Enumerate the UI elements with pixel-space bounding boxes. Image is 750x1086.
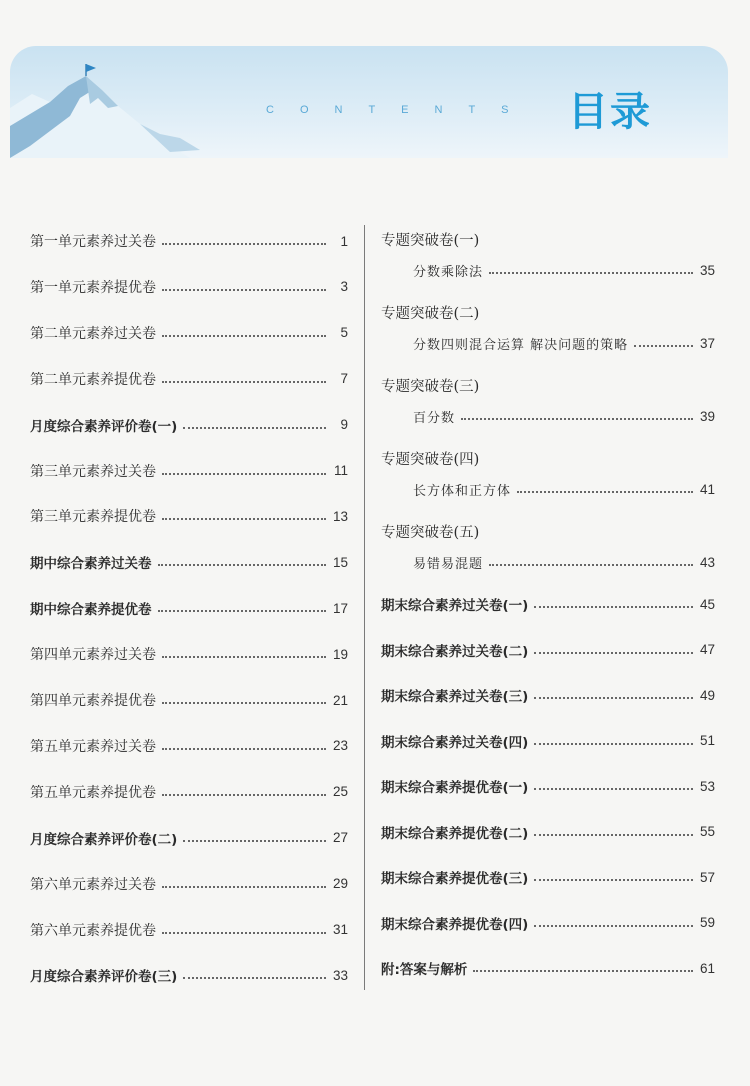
toc-entry[interactable]	[30, 276, 348, 298]
toc-entry-page: 39	[699, 408, 715, 424]
special-group-title: 专题突破卷(二)	[381, 306, 480, 322]
toc-entry-label: 第一单元素养提优卷	[30, 279, 156, 296]
toc-entry[interactable]	[30, 460, 348, 482]
toc-entry[interactable]	[30, 735, 348, 757]
toc-entry[interactable]	[381, 593, 715, 615]
toc-entry-label: 第二单元素养过关卷	[30, 325, 156, 342]
leader-dots	[489, 564, 693, 566]
toc-entry[interactable]	[381, 639, 715, 661]
toc-entry[interactable]	[381, 684, 715, 706]
leader-dots	[534, 743, 693, 745]
toc-entry-page: 45	[699, 596, 715, 612]
toc-entry-page: 19	[332, 646, 348, 662]
leader-dots	[162, 656, 326, 658]
toc-entry-page: 41	[699, 481, 715, 497]
leader-dots	[162, 748, 326, 750]
toc-entry[interactable]	[413, 332, 715, 354]
toc-entry[interactable]	[30, 597, 348, 619]
special-group-title: 专题突破卷(一)	[381, 233, 480, 249]
toc-entry-label: 期末综合素养过关卷(四)	[381, 734, 529, 751]
toc-entry-page: 49	[699, 687, 715, 703]
toc-entry[interactable]	[30, 414, 348, 436]
toc-entry-page: 3	[340, 279, 348, 295]
toc-entry[interactable]	[30, 643, 348, 665]
toc-entry[interactable]	[30, 230, 348, 252]
leader-dots	[461, 418, 693, 420]
toc-entry[interactable]	[30, 781, 348, 803]
toc-entry-page: 61	[699, 960, 715, 976]
toc-entry[interactable]	[30, 368, 348, 390]
leader-dots	[162, 702, 326, 704]
toc-entry[interactable]	[30, 322, 348, 344]
toc-entry[interactable]	[30, 827, 348, 849]
leader-dots	[534, 788, 693, 790]
toc-entry[interactable]	[381, 957, 715, 979]
toc-entry[interactable]	[30, 873, 348, 895]
toc-entry-label: 百分数	[413, 410, 456, 426]
leader-dots	[183, 427, 326, 429]
toc-entry-label: 期末综合素养过关卷(三)	[381, 689, 529, 705]
leader-dots	[162, 243, 326, 245]
special-group-title: 专题突破卷(三)	[381, 379, 480, 395]
toc-entry-label: 期中综合素养提优卷	[30, 602, 152, 619]
toc-entry[interactable]	[381, 775, 715, 797]
toc-entry[interactable]	[381, 821, 715, 843]
toc-entry-page: 27	[332, 830, 348, 846]
toc-entry[interactable]	[381, 866, 715, 888]
special-group-title: 专题突破卷(五)	[381, 525, 480, 541]
leader-dots	[534, 652, 693, 654]
leader-dots	[534, 606, 693, 608]
toc-entry-label: 期末综合素养提优卷(二)	[381, 825, 529, 842]
toc-entry[interactable]	[413, 551, 715, 573]
leader-dots	[162, 473, 326, 475]
leader-dots	[162, 289, 326, 291]
special-group-title: 专题突破卷(四)	[381, 452, 480, 468]
leader-dots	[534, 925, 693, 927]
leader-dots	[183, 840, 326, 842]
toc-entry-page: 15	[332, 554, 348, 570]
toc-entry-page: 11	[333, 463, 348, 478]
toc-entry-page: 43	[699, 554, 715, 570]
toc-entry-label: 分数乘除法	[413, 264, 484, 280]
toc-entry[interactable]	[30, 689, 348, 711]
toc-entry-label: 第四单元素养提优卷	[30, 693, 156, 709]
mountain-icon	[10, 46, 250, 158]
toc-entry[interactable]	[413, 259, 715, 281]
toc-entry-page: 47	[699, 642, 715, 657]
toc-entry-label: 期末综合素养提优卷(一)	[381, 780, 529, 796]
leader-dots	[162, 335, 326, 337]
toc-entry[interactable]	[413, 478, 715, 500]
toc-entry-page: 9	[340, 417, 348, 433]
leader-dots	[158, 564, 327, 566]
leader-dots	[534, 834, 693, 836]
toc-entry-label: 第六单元素养过关卷	[30, 876, 156, 893]
toc-entry-page: 55	[699, 824, 715, 839]
toc-entry-page: 37	[699, 335, 715, 351]
toc-entry[interactable]	[30, 551, 348, 573]
leader-dots	[158, 610, 327, 612]
toc-entry-label: 期末综合素养提优卷(四)	[381, 916, 529, 933]
toc-entry-page: 17	[332, 600, 348, 616]
toc-entry-page: 33	[332, 967, 348, 983]
toc-entry-label: 月度综合素养评价卷(二)	[30, 831, 178, 848]
leader-dots	[162, 381, 326, 383]
toc-entry-page: 31	[332, 922, 348, 937]
leader-dots	[162, 886, 326, 888]
toc-entry-label: 易错易混题	[413, 556, 484, 572]
toc-entry-page: 57	[699, 869, 715, 885]
toc-entry-page: 53	[699, 778, 715, 794]
toc-entry-page: 5	[340, 325, 348, 341]
toc-entry[interactable]	[30, 919, 348, 941]
toc-entry-label: 月度综合素养评价卷(三)	[30, 969, 178, 986]
toc-entry-label: 第四单元素养过关卷	[30, 647, 156, 664]
toc-entry-page: 59	[699, 915, 715, 930]
toc-entry-label: 期末综合素养过关卷(一)	[381, 598, 529, 614]
toc-entry-page: 1	[340, 233, 348, 249]
toc-entry-label: 期末综合素养提优卷(三)	[381, 871, 529, 887]
toc-entry-label: 月度综合素养评价卷(一)	[30, 418, 178, 435]
toc-entry-page: 13	[332, 508, 348, 524]
toc-entry-label: 附:答案与解析	[381, 962, 468, 978]
column-divider	[364, 225, 365, 990]
contents-heading: CONTENTS	[266, 104, 535, 116]
leader-dots	[534, 879, 693, 881]
leader-dots	[162, 794, 326, 796]
toc-entry-label: 期末综合素养过关卷(二)	[381, 643, 529, 660]
toc-entry-label: 第三单元素养过关卷	[30, 463, 156, 480]
toc-entry-page: 21	[332, 692, 348, 708]
toc-entry-page: 29	[332, 876, 348, 892]
toc-entry-page: 25	[332, 784, 348, 800]
toc-entry-label: 第五单元素养过关卷	[30, 738, 156, 755]
toc-entry[interactable]	[381, 912, 715, 934]
toc-entry[interactable]	[381, 730, 715, 752]
toc-entry-label: 第一单元素养过关卷	[30, 234, 156, 250]
toc-entry-label: 期中综合素养过关卷	[30, 556, 152, 573]
toc-entry-label: 第六单元素养提优卷	[30, 922, 156, 939]
leader-dots	[162, 518, 326, 520]
leader-dots	[473, 970, 693, 972]
toc-entry-page: 7	[340, 371, 348, 387]
leader-dots	[162, 932, 326, 934]
toc-entry-label: 第五单元素养提优卷	[30, 784, 156, 801]
leader-dots	[534, 697, 693, 699]
toc-entry-label: 第二单元素养提优卷	[30, 371, 156, 388]
page-title: 目录	[568, 89, 652, 135]
toc-entry-page: 23	[332, 738, 348, 754]
leader-dots	[517, 491, 693, 493]
toc-entry[interactable]	[30, 505, 348, 527]
toc-entry-label: 第三单元素养提优卷	[30, 509, 156, 526]
toc-entry[interactable]	[413, 405, 715, 427]
leader-dots	[183, 977, 326, 979]
toc-entry-page: 35	[699, 262, 715, 278]
toc-entry[interactable]	[30, 964, 348, 986]
leader-dots	[634, 345, 693, 347]
toc-entry-label: 长方体和正方体	[413, 483, 512, 499]
toc-entry-page: 51	[699, 733, 715, 748]
leader-dots	[489, 272, 693, 274]
toc-entry-label: 分数四则混合运算 解决问题的策略	[413, 337, 629, 353]
